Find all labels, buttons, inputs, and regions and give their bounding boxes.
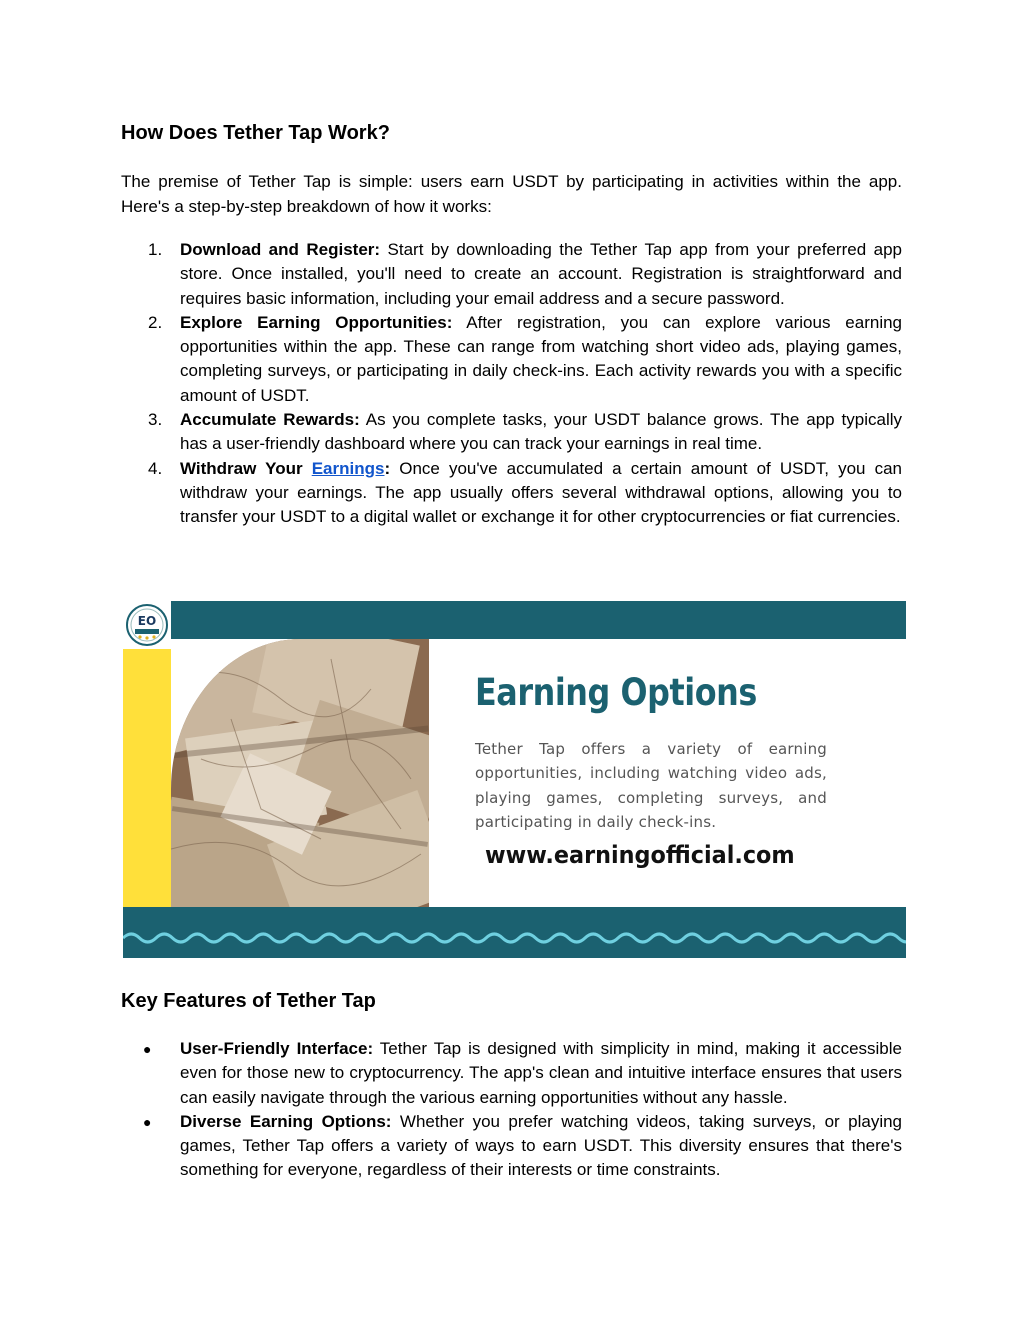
list-item <box>121 1110 902 1183</box>
step-text: As you complete tasks, your USDT balance grows. The app typically has a user-friendly dashboard where you can track your earnings in real time. <box>180 410 902 454</box>
section-heading-how-it-works: How Does Tether Tap Work? <box>121 122 390 144</box>
list-item <box>121 1037 902 1110</box>
list-item <box>121 238 902 311</box>
step-text: After registration, you can explore various earning opportunities within the app. These can range from watching short video ads, playing games, completing surveys, or participating in daily check-ins. Each activity rewards you with a specific amount of USDT. <box>180 312 903 405</box>
feature-title: User-Friendly Interface: <box>180 1039 374 1058</box>
banner-description: Tether Tap offers a variety of earning opportunities, including watching video ads, playing games, completing surveys, and participating in daily check-ins. <box>475 740 827 831</box>
step-title-prefix: Withdraw Your <box>180 458 312 478</box>
bullet: ● <box>143 1113 152 1130</box>
step-text: Start by downloading the Tether Tap app from your preferred app store. Once installed, you'll need to create an account. Registration is straightforward and requires basic information, including your email address and a secure password. <box>180 240 902 308</box>
earnings-link[interactable]: Earnings <box>311 458 385 478</box>
step-title-suffix: : <box>384 458 391 478</box>
list-number: 3. <box>148 410 163 430</box>
list-number: 4. <box>148 458 163 478</box>
maps-photo <box>171 639 429 907</box>
banner-yellow-strip <box>123 649 171 907</box>
banner-url: www.earningofficial.com <box>485 841 795 869</box>
feature-text: Tether Tap is designed with simplicity in mind, making it accessible even for those new to cryptocurrency. The app's clean and intuitive interface ensures that users can easily navigate through the various earning opportunities without any hassle. <box>180 1039 902 1107</box>
bullet: ● <box>143 1041 152 1057</box>
step-title: Download and Register: <box>180 240 381 259</box>
banner-top-bar <box>171 601 906 639</box>
step-text: Once you've accumulated a certain amount of USDT, you can withdraw your earnings. The app usually offers several withdrawal options, allowing you to transfer your USDT to a digital wallet or exchange it for other cryptocurrencies or fiat currencies. <box>180 458 903 527</box>
banner-wave-decoration <box>123 927 906 949</box>
feature-title: Diverse Earning Options: <box>180 1111 392 1131</box>
list-item <box>121 457 902 530</box>
list-number: 2. <box>148 312 163 332</box>
section-heading-key-features: Key Features of Tether Tap <box>121 990 376 1012</box>
logo-lettering: EO <box>137 614 157 628</box>
features-list <box>121 1037 902 1183</box>
earningofficial-logo <box>125 603 169 647</box>
step-title: Explore Earning Opportunities: <box>180 312 453 332</box>
earning-options-banner <box>123 601 906 958</box>
steps-list <box>121 238 902 530</box>
banner-title: Earning Options <box>475 671 757 714</box>
list-item <box>121 408 902 457</box>
list-item <box>121 311 902 408</box>
step-title: Accumulate Rewards: <box>180 410 360 430</box>
list-number: 1. <box>148 240 163 259</box>
feature-text: Whether you prefer watching videos, taking surveys, or playing games, Tether Tap offers a variety of ways to earn USDT. This diversity ensures that there's something for everyone, regardless of their interests or time constraints. <box>180 1111 903 1180</box>
intro-paragraph: The premise of Tether Tap is simple: users earn USDT by participating in activities within the app. Here's a step-by-step breakdown of how it works: <box>121 172 902 216</box>
